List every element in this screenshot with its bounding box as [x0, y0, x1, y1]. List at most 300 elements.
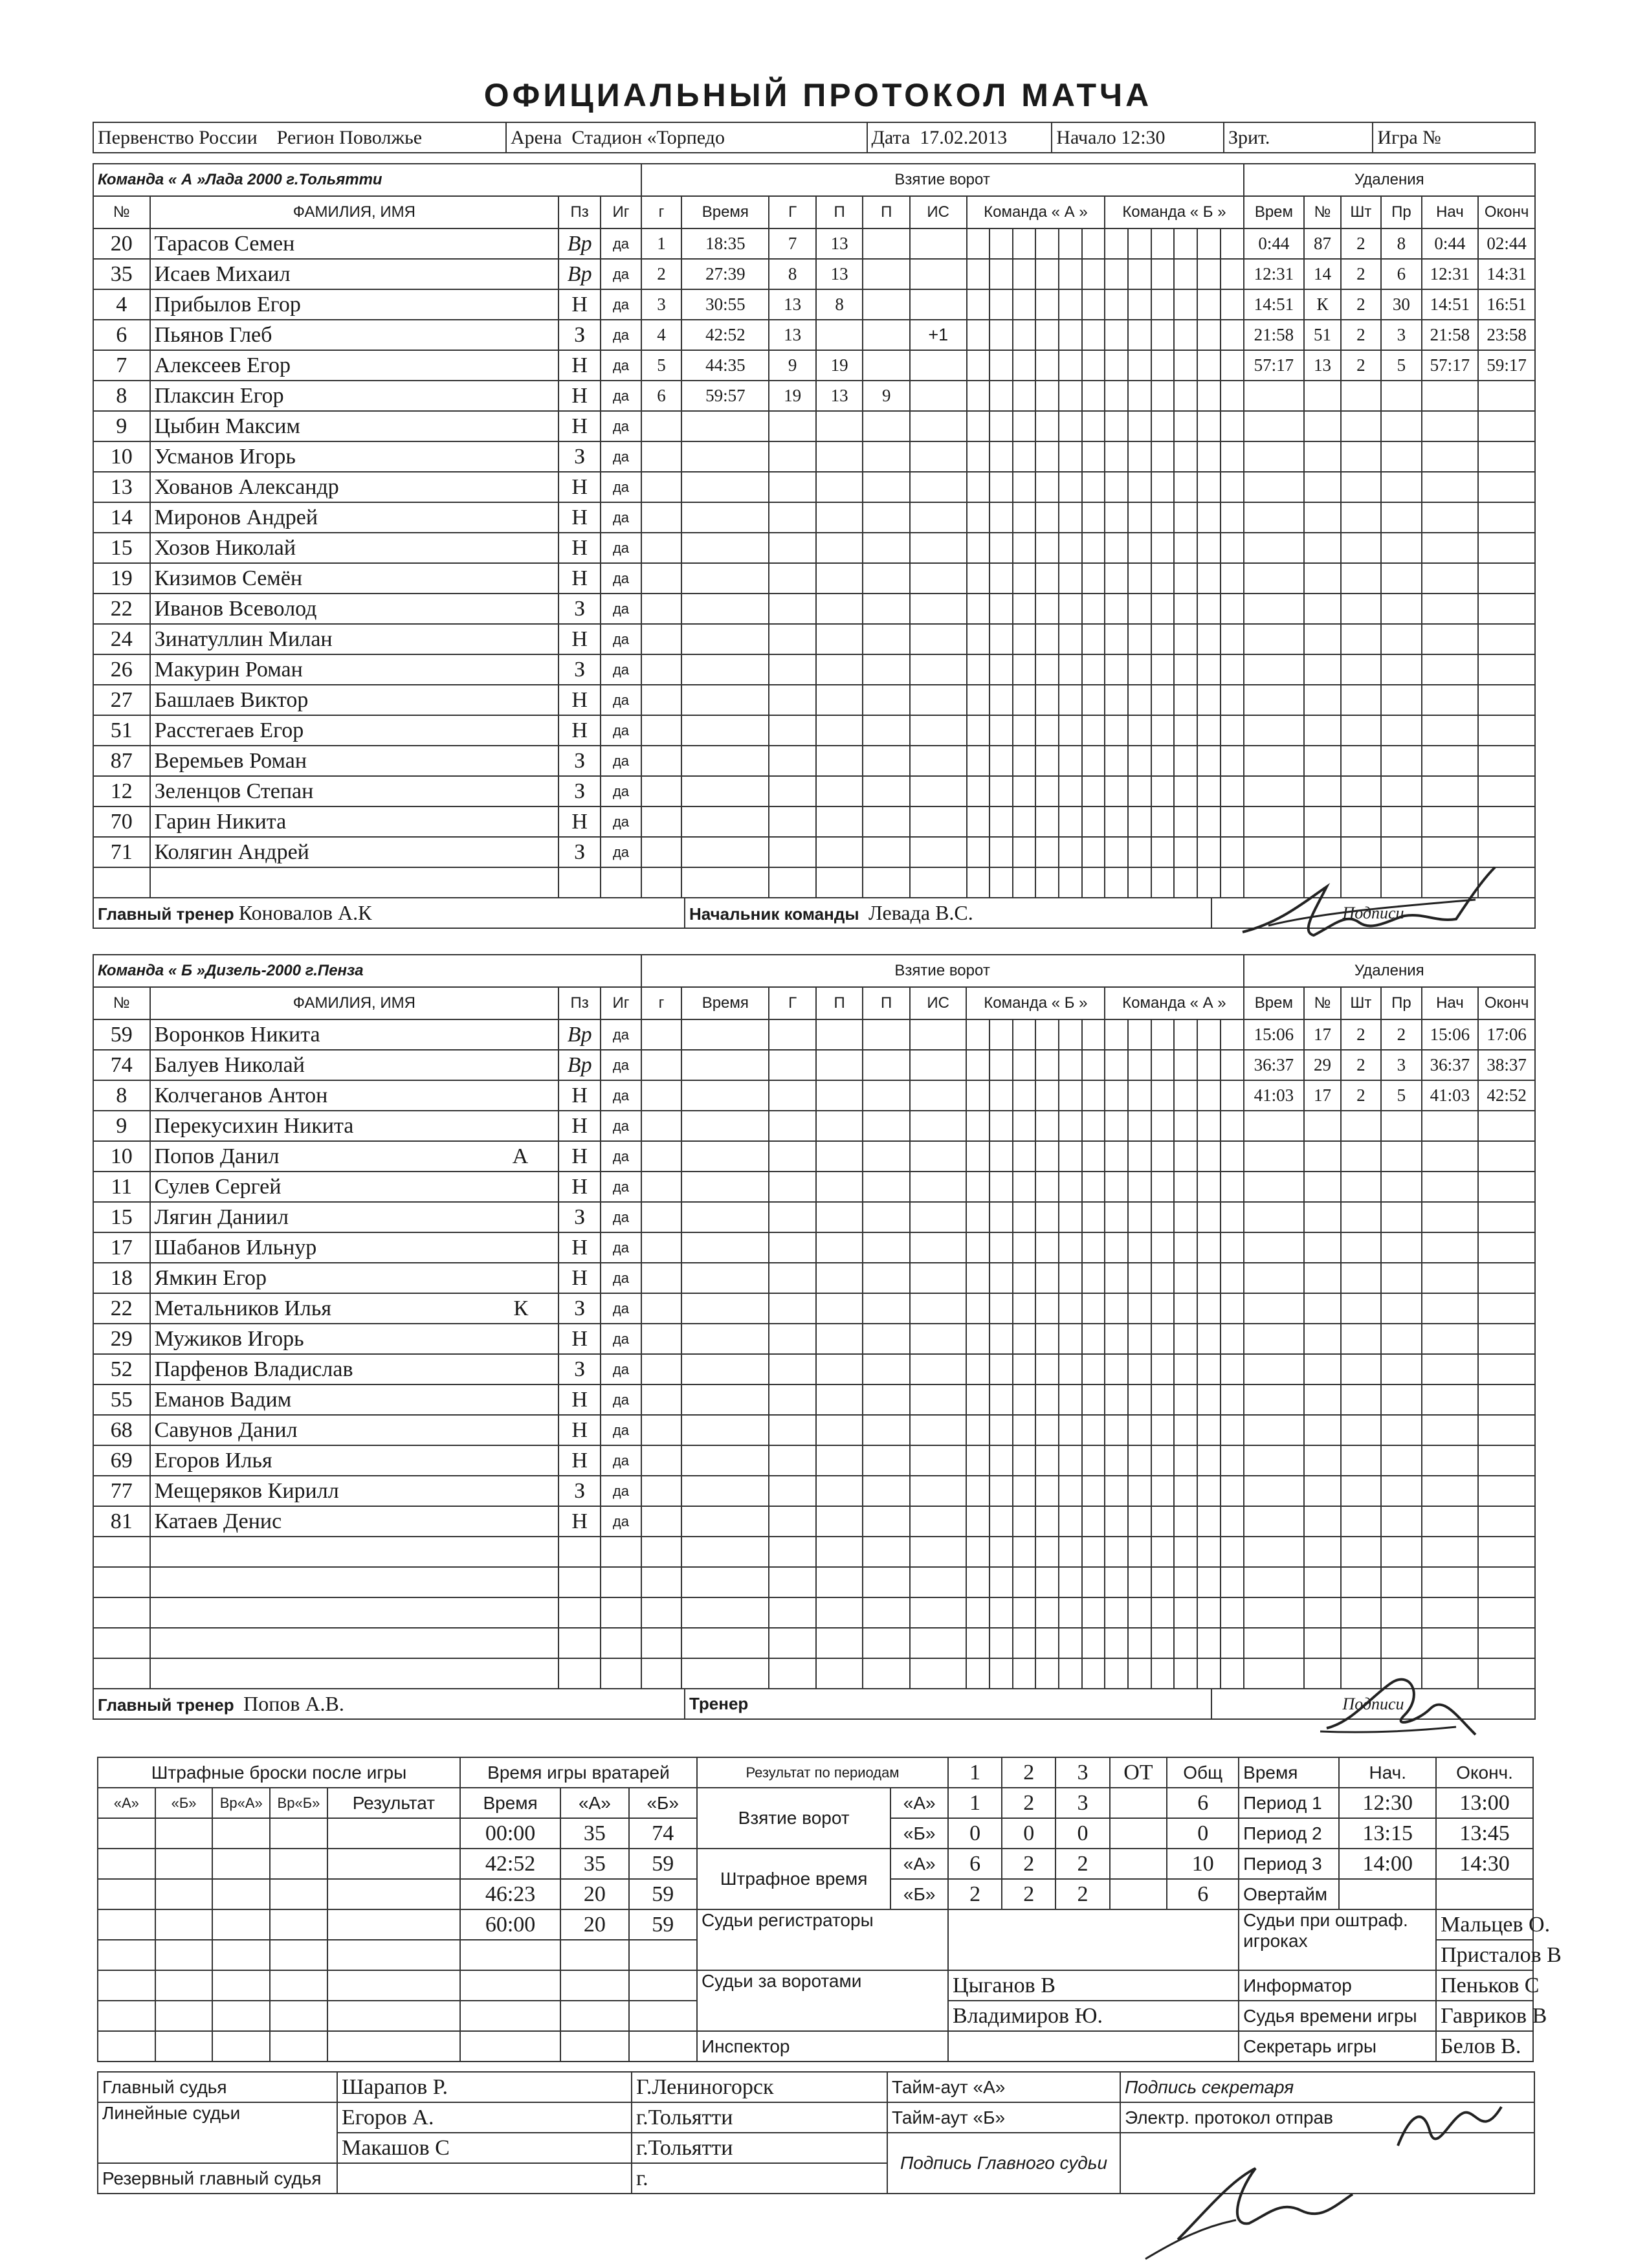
lineup-cell — [1105, 441, 1128, 472]
secretary-sign-label: Подпись секретаря — [1120, 2072, 1534, 2102]
goal-scorer — [769, 685, 816, 715]
overtime-label: Овертайм — [1239, 1879, 1339, 1909]
lineup-cell — [1221, 624, 1244, 654]
penalty-reason — [1381, 1384, 1422, 1415]
penalty-minutes — [1341, 1141, 1382, 1172]
player-position — [558, 867, 601, 898]
goal-time — [681, 1567, 769, 1597]
player-played: да — [601, 533, 641, 563]
player-position — [558, 1597, 601, 1628]
lineup-cell — [1151, 1597, 1175, 1628]
goalie-row-4-a: 20 — [560, 1909, 628, 1940]
goal-assist-1 — [816, 472, 863, 502]
lineup-cell — [1059, 685, 1082, 715]
lineup-cell — [1128, 350, 1151, 381]
lineup-cell — [1035, 381, 1059, 411]
lineup-cell — [967, 776, 990, 806]
lineup-cell — [966, 1050, 989, 1080]
lineup-cell — [1035, 594, 1059, 624]
lineup-cell — [1221, 1293, 1244, 1324]
lineup-cell — [1059, 1293, 1082, 1324]
periods-title: Результат по периодам — [697, 1757, 948, 1788]
player-row — [93, 1050, 1535, 1080]
lineup-cell — [1174, 867, 1197, 898]
lineup-cell — [1035, 441, 1059, 472]
lineup-cell — [1128, 1384, 1151, 1415]
pim-b-ot — [1110, 1879, 1167, 1909]
penalty-player — [1304, 594, 1340, 624]
penalty-minutes — [1341, 746, 1382, 776]
player-number — [93, 1628, 150, 1658]
timekeeper-label: Судья времени игры — [1239, 2001, 1436, 2031]
team-b-coach: Главный тренер Попов А.В. — [93, 1689, 685, 1719]
penalty-minutes — [1341, 654, 1382, 685]
lineup-cell — [1128, 1080, 1151, 1111]
goal-time — [681, 1476, 769, 1506]
player-position — [558, 1628, 601, 1658]
lineup-cell — [1082, 350, 1105, 381]
goal-assist-2 — [863, 1415, 910, 1445]
penalty-player: 51 — [1304, 320, 1340, 350]
player-position: Н — [558, 350, 601, 381]
penalty-reason — [1381, 1445, 1422, 1476]
lineup-cell — [989, 1050, 1013, 1080]
lineup-cell — [967, 228, 990, 259]
goal-scorer: 7 — [769, 228, 816, 259]
goal-situation — [910, 1324, 967, 1354]
lineup-cell — [1221, 1080, 1244, 1111]
col-team-1: Команда « Б » — [966, 987, 1105, 1019]
penalty-minutes: 2 — [1341, 1050, 1382, 1080]
goal-situation — [910, 1537, 967, 1567]
penalty-reason — [1381, 654, 1422, 685]
goal-situation — [910, 441, 967, 472]
penalty-start — [1422, 381, 1479, 411]
goal-situation — [910, 228, 967, 259]
lineup-cell — [1128, 411, 1151, 441]
player-played: да — [601, 624, 641, 654]
player-position: З — [558, 594, 601, 624]
lineup-cell — [1082, 411, 1105, 441]
col-pen-time: Врем — [1244, 987, 1305, 1019]
player-played: да — [601, 320, 641, 350]
penalty-time — [1244, 472, 1305, 502]
penalty-reason — [1381, 441, 1422, 472]
penalty-reason: 3 — [1381, 320, 1422, 350]
lineup-cell — [989, 715, 1013, 746]
player-position: Н — [558, 1232, 601, 1263]
player-number: 6 — [93, 320, 150, 350]
lineup-cell — [1221, 1537, 1244, 1567]
lineup-cell — [1151, 1415, 1175, 1445]
lineup-cell — [1221, 1172, 1244, 1202]
penalty-player — [1304, 441, 1340, 472]
goal-situation — [910, 715, 967, 746]
goal-assist-2 — [863, 1324, 910, 1354]
lineup-cell — [967, 654, 990, 685]
player-row — [93, 654, 1535, 685]
penalty-reason — [1381, 563, 1422, 594]
player-played: да — [601, 441, 641, 472]
player-position: Н — [558, 806, 601, 837]
player-position: Вр — [558, 228, 601, 259]
player-row — [93, 563, 1535, 594]
player-number — [93, 1658, 150, 1689]
goal-scorer — [769, 1415, 816, 1445]
goal-assist-1: 13 — [816, 259, 863, 289]
lineup-cell — [1013, 1628, 1036, 1658]
player-position: З — [558, 654, 601, 685]
penalty-start — [1422, 1111, 1479, 1141]
penalty-start — [1422, 1384, 1479, 1415]
lineup-cell — [1105, 1354, 1128, 1384]
goal-situation — [910, 1506, 967, 1537]
penalty-player — [1304, 1232, 1340, 1263]
penalty-end: 42:52 — [1478, 1080, 1535, 1111]
lineup-cell — [1013, 776, 1036, 806]
player-name: Башлаев Виктор — [150, 685, 559, 715]
lineup-cell — [1128, 1172, 1151, 1202]
player-name: Воронков Никита — [150, 1019, 559, 1050]
lineup-cell — [966, 1293, 989, 1324]
penalty-start — [1422, 1567, 1479, 1597]
goal-assist-2 — [863, 411, 910, 441]
player-number: 27 — [93, 685, 150, 715]
lineup-cell — [1128, 806, 1151, 837]
lineup-cell — [1059, 289, 1082, 320]
player-position: Н — [558, 1506, 601, 1537]
penalty-end — [1478, 715, 1535, 746]
competition-cell: Первенство России Регион Поволжье — [93, 122, 506, 153]
goalie-row-3-b: 59 — [629, 1879, 697, 1909]
penalty-start — [1422, 533, 1479, 563]
lineup-cell — [1059, 1324, 1082, 1354]
team-b-signatures: Подписи — [1211, 1689, 1535, 1719]
lineup-cell — [1197, 441, 1221, 472]
lineup-cell — [1035, 472, 1059, 502]
penalty-reason — [1381, 502, 1422, 533]
penalty-time — [1244, 1202, 1305, 1232]
goal-assist-1 — [816, 1476, 863, 1506]
goal-situation — [910, 1293, 967, 1324]
lineup-cell — [1105, 1141, 1128, 1172]
penalty-minutes — [1341, 1263, 1382, 1293]
penalty-time — [1244, 1658, 1305, 1689]
goal-assist-2 — [863, 594, 910, 624]
player-number: 18 — [93, 1263, 150, 1293]
penalty-start — [1422, 1232, 1479, 1263]
penalty-start — [1422, 685, 1479, 715]
lineup-cell — [989, 259, 1013, 289]
lineup-cell — [966, 1141, 989, 1172]
lineup-cell — [1197, 502, 1221, 533]
lineup-cell — [989, 776, 1013, 806]
goalie-row-1-time: 00:00 — [460, 1818, 560, 1849]
pim-b-total: 6 — [1167, 1879, 1239, 1909]
penalty-player — [1304, 1293, 1340, 1324]
goal-scorer — [769, 1202, 816, 1232]
penalty-player: 14 — [1304, 259, 1340, 289]
penalty-start — [1422, 1415, 1479, 1445]
goal-assist-1 — [816, 654, 863, 685]
secretary-label: Секретарь игры — [1239, 2031, 1436, 2062]
lineup-cell — [1197, 1172, 1221, 1202]
col-pen-end: Оконч — [1478, 987, 1535, 1019]
penalty-time — [1244, 1597, 1305, 1628]
secretary-value: Белов В. — [1436, 2031, 1533, 2062]
goal-assist-2 — [863, 867, 910, 898]
lineup-cell — [989, 228, 1013, 259]
lineup-cell — [1128, 624, 1151, 654]
lineup-cell — [967, 289, 990, 320]
penalty-start — [1422, 1537, 1479, 1567]
lineup-cell — [1128, 228, 1151, 259]
goalie-col-b: «Б» — [629, 1788, 697, 1818]
period-3-start: 14:00 — [1339, 1849, 1436, 1879]
player-name: Попов Данил А — [150, 1141, 559, 1172]
player-row — [93, 1597, 1535, 1628]
lineup-cell — [967, 411, 990, 441]
lineup-cell — [1035, 1293, 1059, 1324]
lineup-cell — [1013, 502, 1036, 533]
lineup-cell — [1221, 1597, 1244, 1628]
goal-number — [641, 1445, 682, 1476]
goal-number — [641, 1111, 682, 1141]
col-pen-pr: Пр — [1381, 196, 1422, 228]
penalty-start — [1422, 624, 1479, 654]
lineup-cell — [1197, 259, 1221, 289]
penalty-reason: 5 — [1381, 1080, 1422, 1111]
lineup-cell — [1105, 1324, 1128, 1354]
lineup-cell — [1128, 1354, 1151, 1384]
player-number: 68 — [93, 1415, 150, 1445]
pim-a-p2: 2 — [1002, 1849, 1056, 1879]
col-pen-start: Нач — [1422, 196, 1479, 228]
period-col-2: 2 — [1002, 1757, 1056, 1788]
lineup-cell — [1128, 715, 1151, 746]
penalty-end — [1478, 1354, 1535, 1384]
goal-assist-1 — [816, 441, 863, 472]
goal-situation — [910, 563, 967, 594]
lineup-cell — [1013, 1597, 1036, 1628]
lineup-cell — [1082, 776, 1105, 806]
lineup-cell — [966, 1354, 989, 1384]
goal-assist-1 — [816, 685, 863, 715]
player-row — [93, 1019, 1535, 1050]
lineup-cell — [1151, 1232, 1175, 1263]
lineup-cell — [1128, 320, 1151, 350]
penalty-end — [1478, 411, 1535, 441]
lineup-cell — [1013, 1415, 1036, 1445]
goal-judge-1: Цыганов В — [948, 1970, 1239, 2001]
lineup-cell — [966, 1172, 989, 1202]
penalty-reason — [1381, 1628, 1422, 1658]
lineup-cell — [1197, 1263, 1221, 1293]
penalty-end — [1478, 1567, 1535, 1597]
player-name: Расстегаев Егор — [150, 715, 559, 746]
player-position: Вр — [558, 1019, 601, 1050]
player-played — [601, 867, 641, 898]
lineup-cell — [1197, 715, 1221, 746]
lineup-cell — [1035, 1445, 1059, 1476]
lineup-cell — [1151, 806, 1175, 837]
lineup-cell — [1013, 837, 1036, 867]
penalty-time — [1244, 1628, 1305, 1658]
player-name — [150, 1597, 559, 1628]
lineup-cell — [1221, 259, 1244, 289]
player-played — [601, 1567, 641, 1597]
penalty-minutes — [1341, 685, 1382, 715]
goal-situation — [910, 1080, 967, 1111]
goal-number: 1 — [641, 228, 682, 259]
lineup-cell — [1082, 1232, 1105, 1263]
spectators-cell: Зрит. — [1224, 122, 1373, 153]
goal-scorer — [769, 837, 816, 867]
lineup-cell — [989, 1445, 1013, 1476]
lineup-cell — [989, 502, 1013, 533]
goal-time — [681, 1202, 769, 1232]
player-name: Гарин Никита — [150, 806, 559, 837]
lineup-cell — [1128, 563, 1151, 594]
penalty-reason: 6 — [1381, 259, 1422, 289]
goal-scorer — [769, 563, 816, 594]
player-row — [93, 806, 1535, 837]
lineup-cell — [1035, 502, 1059, 533]
player-position: Н — [558, 381, 601, 411]
period-col-ot: ОТ — [1110, 1757, 1167, 1788]
player-number: 9 — [93, 1111, 150, 1141]
goal-assist-2 — [863, 806, 910, 837]
lineup-cell — [1035, 1384, 1059, 1415]
lineup-cell — [1128, 1019, 1151, 1050]
goals-b-total: 0 — [1167, 1818, 1239, 1849]
penalty-end — [1478, 806, 1535, 837]
penalty-player — [1304, 685, 1340, 715]
lineup-cell — [1059, 1354, 1082, 1384]
goal-scorer — [769, 1537, 816, 1567]
lineup-cell — [967, 624, 990, 654]
lineup-cell — [1128, 837, 1151, 867]
penalty-time — [1244, 1537, 1305, 1567]
player-position: З — [558, 837, 601, 867]
player-position: Н — [558, 1263, 601, 1293]
player-position: Н — [558, 533, 601, 563]
penalty-end — [1478, 1415, 1535, 1445]
penalty-player — [1304, 1384, 1340, 1415]
player-played: да — [601, 350, 641, 381]
lineup-cell — [1059, 654, 1082, 685]
goalie-row-4-b: 59 — [629, 1909, 697, 1940]
lineup-cell — [1174, 654, 1197, 685]
lineup-cell — [1151, 350, 1175, 381]
penalty-minutes: 2 — [1341, 259, 1382, 289]
linesman-1-city: г.Тольятти — [632, 2102, 887, 2133]
player-name: Миронов Андрей — [150, 502, 559, 533]
player-number: 74 — [93, 1050, 150, 1080]
penalty-end: 38:37 — [1478, 1050, 1535, 1080]
lineup-cell — [1035, 1537, 1059, 1567]
lineup-cell — [1221, 502, 1244, 533]
lineup-cell — [1105, 563, 1128, 594]
lineup-cell — [1105, 1263, 1128, 1293]
lineup-cell — [1174, 624, 1197, 654]
lineup-cell — [1197, 1324, 1221, 1354]
goal-assist-1: 8 — [816, 289, 863, 320]
player-row — [93, 350, 1535, 381]
goal-number — [641, 715, 682, 746]
goal-assist-2 — [863, 1567, 910, 1597]
lineup-cell — [1174, 533, 1197, 563]
player-name: Плаксин Егор — [150, 381, 559, 411]
goalie-row-3-time: 46:23 — [460, 1879, 560, 1909]
goal-situation — [910, 411, 967, 441]
lineup-cell — [989, 320, 1013, 350]
penalty-player — [1304, 381, 1340, 411]
player-name — [150, 1567, 559, 1597]
goal-assist-1 — [816, 1384, 863, 1415]
lineup-cell — [966, 1263, 989, 1293]
player-row — [93, 1567, 1535, 1597]
lineup-cell — [1197, 746, 1221, 776]
player-name — [150, 1628, 559, 1658]
goal-number — [641, 1597, 682, 1628]
player-number: 55 — [93, 1384, 150, 1415]
goal-assist-1 — [816, 1080, 863, 1111]
team-a-manager: Начальник команды Левада В.С. — [685, 898, 1211, 928]
player-name: Прибылов Егор — [150, 289, 559, 320]
lineup-cell — [1105, 411, 1128, 441]
lineup-cell — [1197, 472, 1221, 502]
lineup-cell — [1059, 1263, 1082, 1293]
goal-assist-1 — [816, 1293, 863, 1324]
goal-scorer — [769, 1293, 816, 1324]
goal-time — [681, 1263, 769, 1293]
lineup-cell — [1105, 746, 1128, 776]
lineup-cell — [1105, 685, 1128, 715]
goal-situation — [910, 1384, 967, 1415]
goals-b-p3: 0 — [1056, 1818, 1109, 1849]
lineup-cell — [1151, 1506, 1175, 1537]
penalty-start — [1422, 776, 1479, 806]
lineup-cell — [1151, 654, 1175, 685]
goals-a-ot — [1110, 1788, 1167, 1818]
lineup-cell — [1035, 563, 1059, 594]
lineup-cell — [1105, 1658, 1128, 1689]
lineup-cell — [1059, 320, 1082, 350]
player-position: З — [558, 320, 601, 350]
goal-assist-2 — [863, 1202, 910, 1232]
lineup-cell — [1151, 1567, 1175, 1597]
penalty-minutes — [1341, 1354, 1382, 1384]
lineup-cell — [1197, 1293, 1221, 1324]
goal-time — [681, 837, 769, 867]
lineup-cell — [1128, 1293, 1151, 1324]
goal-situation — [910, 1202, 967, 1232]
lineup-cell — [1105, 228, 1128, 259]
player-played — [601, 1628, 641, 1658]
player-name: Кизимов Семён — [150, 563, 559, 594]
lineup-cell — [1013, 1293, 1036, 1324]
lineup-cell — [1013, 1445, 1036, 1476]
player-number: 15 — [93, 1202, 150, 1232]
lineup-cell — [1197, 1080, 1221, 1111]
goal-scorer — [769, 1597, 816, 1628]
lineup-cell — [1128, 746, 1151, 776]
lineup-cell — [989, 411, 1013, 441]
lineup-cell — [1221, 381, 1244, 411]
goalie-col-time: Время — [460, 1788, 560, 1818]
lineup-cell — [1105, 1172, 1128, 1202]
